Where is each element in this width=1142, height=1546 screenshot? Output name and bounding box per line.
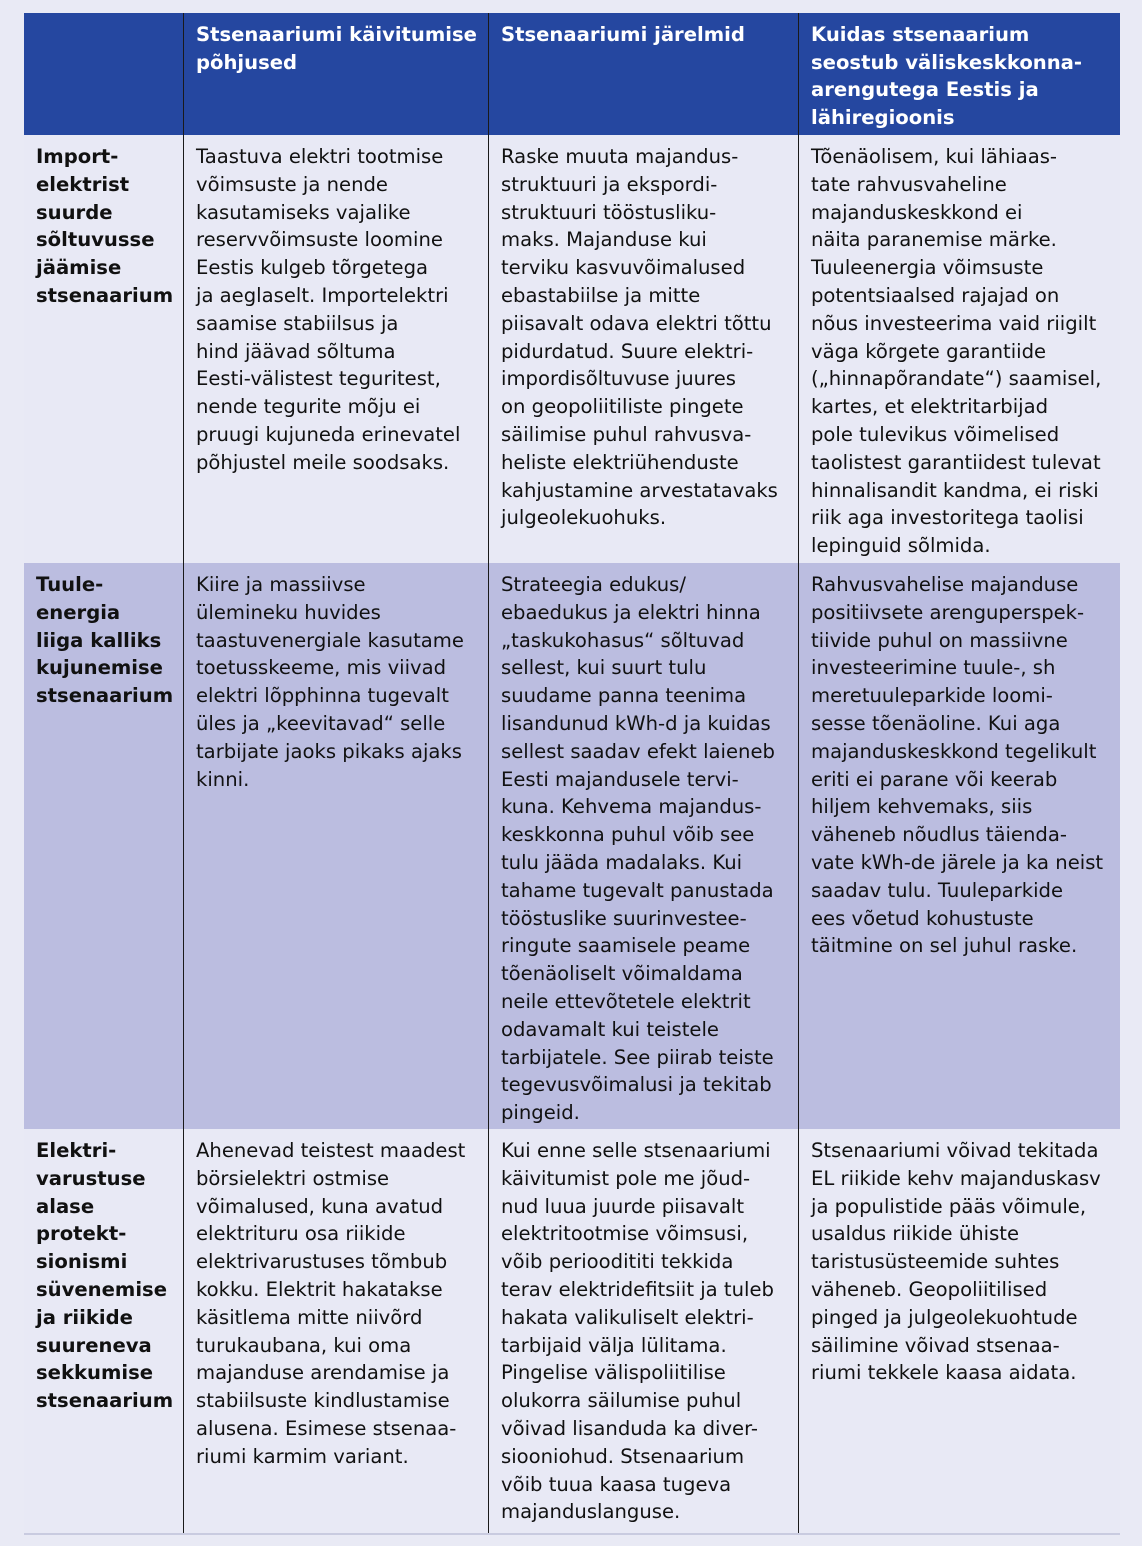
row-protectionism-causes: Ahenevad teistest maadest börsielektri ostmise võimalused, kuna avatud elektrituru osa riikide elektrivarustuses tõmbub kokku. Elektrit hakatakse käsitlema mitte niivõrd turukaubana, kui oma majanduse arendamise ja stabiilsuste kindlustamise alusena. Esimese stsenaa- riumi karmim variant. — [183, 1129, 488, 1533]
row-import-relation: Tõenäolisem, kui lähiaas- tate rahvusvaheline majanduskeskkond ei näita paranemise märke. Tuuleenergia võimsuste potentsiaalsed rajajad on nõus investeerima vaid riigilt väga kõrgete garantiide („hinnapõrandate“) saamisel, kartes, et elektritarbijad pole tulevikus võimelised taolistest garantiidest tulevat hinnalisandit kandma, ei riski riik aga investoritega taolisi lepinguid sõlmida. — [798, 135, 1120, 563]
scenario-table — [24, 13, 1120, 1535]
row-title-import: Import- elektrist suurde sõltuvusse jäämise stsenaarium — [24, 135, 183, 563]
row-wind-causes: Kiire ja massiivse ülemineku huvides taastuvenergiale kasutame toetusskeeme, mis viivad elektri lõpphinna tugevalt üles ja „keevitavad“ selle tarbijate jaoks pikaks ajaks kinni. — [183, 563, 488, 1129]
row-protectionism-relation: Stsenaariumi võivad tekitada EL riikide kehv majanduskasv ja populistide pääs võimule, usaldus riikide ühiste taristusüsteemide suhtes väheneb. Geopoliitilised pinged ja julgeolekuohtude säilimine võivad stsenaa- riumi tekkele kaasa aidata. — [798, 1129, 1120, 1533]
row-title-wind: Tuule- energia liiga kalliks kujunemise stsenaarium — [24, 563, 183, 1129]
row-import-consequences: Raske muuta majandus- struktuuri ja ekspordi- struktuuri tööstusliku- maks. Majanduse kui terviku kasvuvõimalused ebastabiilse ja mitte piisavalt odava elektri tõttu pidurdatud. Suure elektri- impordisõltuvuse juures on geopoliitiliste pingete säilimise puhul rahvusva- heliste elektriühenduste kahjustamine arvestatavaks julgeolekuohuks. — [488, 135, 798, 563]
header-consequences: Stsenaariumi järelmid — [488, 13, 798, 135]
header-cell-empty — [24, 13, 183, 135]
row-wind-consequences: Strateegia edukus/ ebaedukus ja elektri hinna „taskukohasus“ sõltuvad sellest, kui suurt tulu suudame panna teenima lisandunud kWh-d ja kuidas sellest saadav efekt laieneb Eesti majandusele tervi- kuna. Kehvema majandus- keskkonna puhul võib see tulu jääda madalaks. Kui tahame tugevalt panustada tööstuslike suurinvestee- ringute saamisele peame tõenäoliselt võimaldama neile ettevõtetele elektrit odavamalt kui teistele tarbijatele. See piirab teiste tegevusvõimalusi ja tekitab pingeid. — [488, 563, 798, 1129]
row-wind-relation: Rahvusvahelise majanduse positiivsete arenguperspek- tiivide puhul on massiivne investeerimine tuule-, sh meretuuleparkide loomi- sesse tõenäoline. Kui aga majanduskeskkond tegelikult eriti ei parane või keerab hiljem kehvemaks, siis väheneb nõudlus täienda- vate kWh-de järele ja ka neist saadav tulu. Tuuleparkide ees võetud kohustuste täitmine on sel juhul raske. — [798, 563, 1120, 1129]
header-relation: Kuidas stsenaarium seostub väliskeskkonna- arengutega Eestis ja lähiregioonis — [798, 13, 1120, 135]
row-import-causes: Taastuva elektri tootmise võimsuste ja nende kasutamiseks vajalike reservvõimsuste loomine Eestis kulgeb tõrgetega ja aeglaselt. Importelektri saamise stabiilsus ja hind jäävad sõltuma Eesti-välistest teguritest, nende tegurite mõju ei pruugi kujuneda erinevatel põhjustel meile soodsaks. — [183, 135, 488, 563]
row-protectionism-consequences: Kui enne selle stsenaariumi käivitumist pole me jõud- nud luua juurde piisavalt elektritootmise võimsusi, võib perioodititi tekkida terav elektridefitsiit ja tuleb hakata valikuliselt elektri- tarbijaid välja lülitama. Pingelise välispoliitilise olukorra säilumise puhul võivad lisanduda ka diver- siooniohud. Stsenaarium võib tuua kaasa tugeva majanduslanguse. — [488, 1129, 798, 1533]
row-title-protectionism: Elektri- varustuse alase protekt- sionismi süvenemise ja riikide suureneva sekkumise stsenaarium — [24, 1129, 183, 1533]
header-causes: Stsenaariumi käivitumise põhjused — [183, 13, 488, 135]
